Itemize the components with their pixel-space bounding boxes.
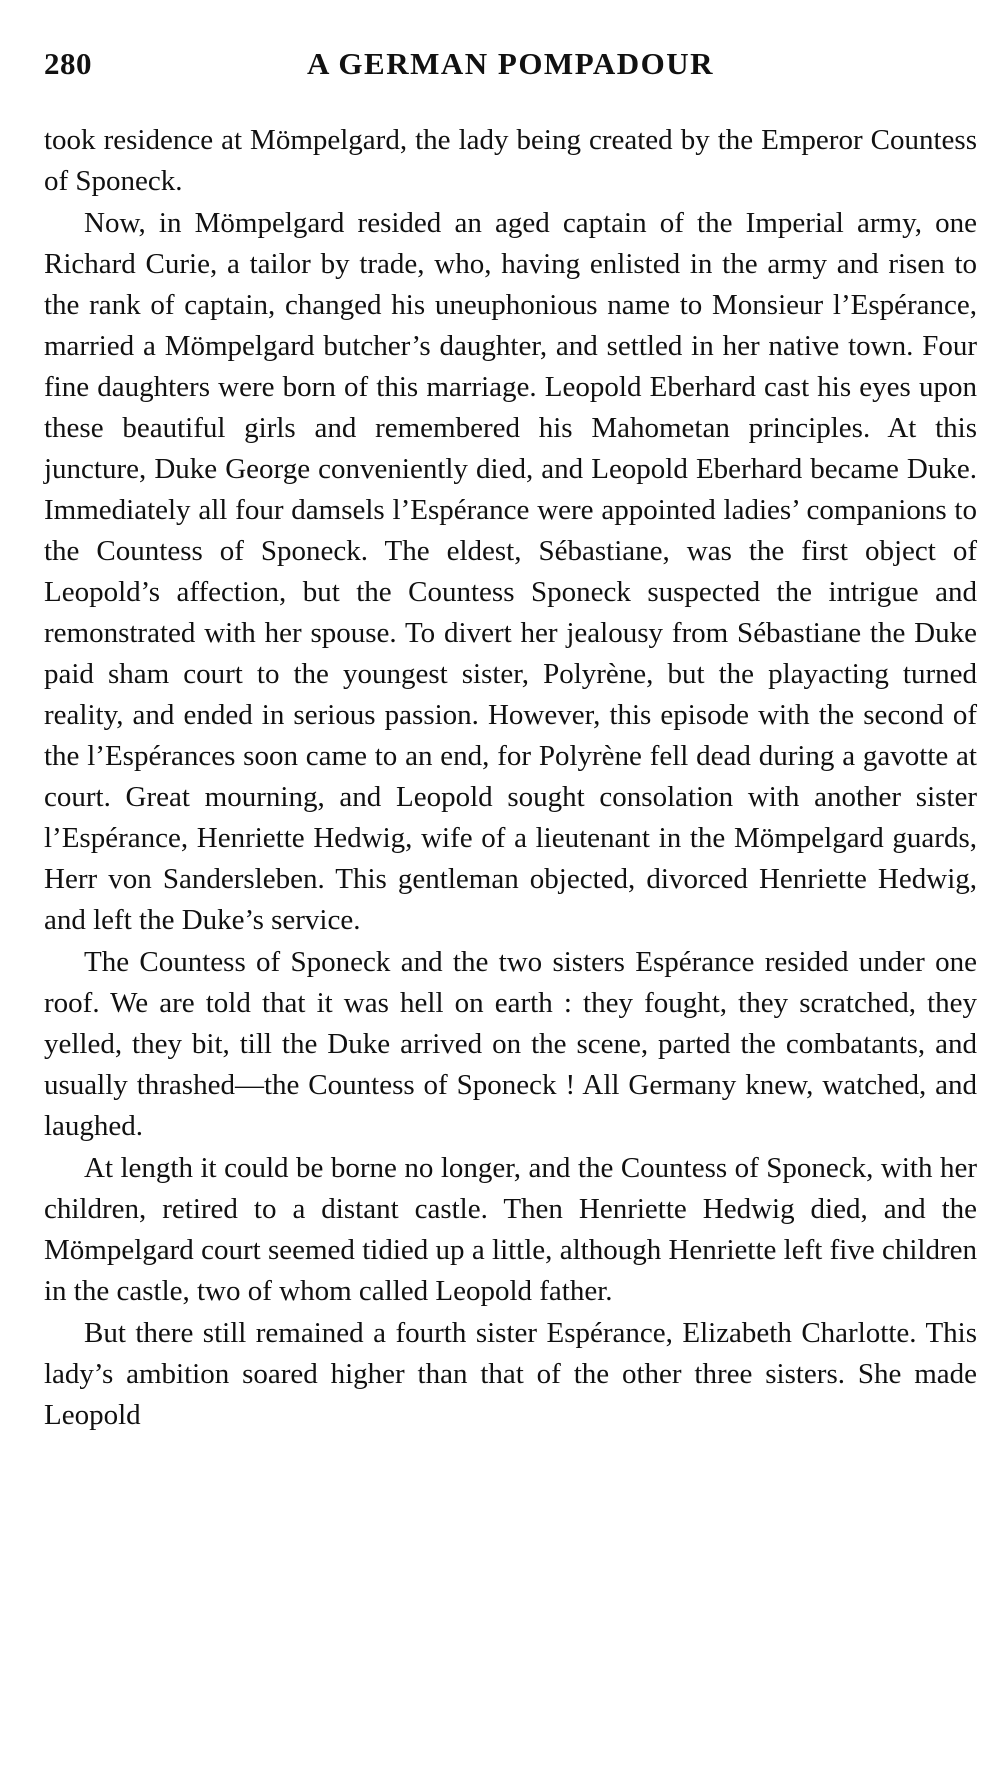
paragraph-continuation: took residence at Mömpelgard, the lady being created by the Emperor Countess of Sponeck. [44, 124, 977, 197]
running-title: A GERMAN POMPADOUR [307, 46, 714, 81]
running-head [44, 40, 977, 92]
paragraph: At length it could be borne no longer, and the Countess of Sponeck, with her children, retired to a distant castle. Then Henriette Hedwig died, and the Mömpelgard court seemed tidied up a little, although Henriette left five children in the castle, two of whom called Leopold father. [44, 1152, 977, 1307]
book-page [44, 40, 977, 1436]
paragraph: The Countess of Sponeck and the two sisters Espérance resided under one roof. We are told that it was hell on earth : they fought, they scratched, they yelled, they bit, till the Duke arrived on the scene, parted the combatants, and usually thrashed—the Countess of Sponeck ! All Germany knew, watched, and laughed. [44, 946, 977, 1142]
page-number: 280 [44, 46, 92, 81]
paragraph: Now, in Mömpelgard resided an aged captain of the Imperial army, one Richard Curie, a tailor by trade, who, having enlisted in the army and risen to the rank of captain, changed his uneuphonious name to Monsieur l’Espérance, married a Mömpelgard butcher’s daughter, and settled in her native town. Four fine daughters were born of this marriage. Leopold Eberhard cast his eyes upon these beautiful girls and remembered his Mahometan principles. At this juncture, Duke George conveniently died, and Leopold Eberhard became Duke. Immediately all four damsels l’Espérance were appointed ladies’ companions to the Countess of Sponeck. The eldest, Sébastiane, was the first object of Leopold’s affection, but the Countess Sponeck suspected the intrigue and remonstrated with her spouse. To divert her jealousy from Sébastiane the Duke paid sham court to the youngest sister, Polyrène, but the playacting turned reality, and ended in serious passion. However, this episode with the second of the l’Espérances soon came to an end, for Polyrène fell dead during a gavotte at court. Great mourning, and Leopold sought consolation with another sister l’Espérance, Henriette Hedwig, wife of a lieutenant in the Mömpelgard guards, Herr von Sandersleben. This gentleman objected, divorced Henriette Hedwig, and left the Duke’s service. [44, 207, 977, 936]
paragraph: But there still remained a fourth sister Espérance, Elizabeth Charlotte. This lady’s ambition soared higher than that of the other three sisters. She made Leopold [44, 1317, 977, 1431]
